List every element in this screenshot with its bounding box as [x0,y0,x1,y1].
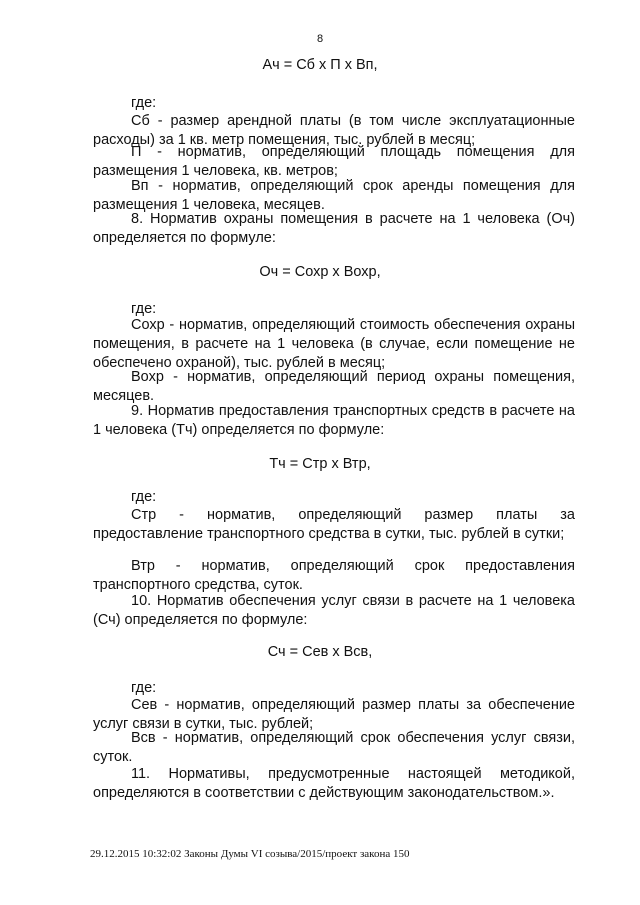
formula-och: Оч = Сохр х Вохр, [259,264,381,280]
definition-vsv: Всв - норматив, определяющий срок обеспечения услуг связи, суток. [93,730,575,765]
definition-vtr: Втр - норматив, определяющий срок предоставления транспортного средства, суток. [93,558,575,593]
formula-tch: Тч = Стр х Втр, [269,456,371,472]
definition-sb: Сб - размер арендной платы (в том числе эксплуатационные расходы) за 1 кв. метр помещения, тыс. рублей в месяц; [93,113,575,148]
definition-p: П - норматив, определяющий площадь помещения для размещения 1 человека, кв. метров; [93,144,575,179]
where-label: где: [131,95,157,111]
where-label: где: [131,489,157,505]
formula-ach: Ач = Сб х П х Вп, [262,57,378,73]
definition-vp: Вп - норматив, определяющий срок аренды помещения для размещения 1 человека, месяцев. [93,178,575,213]
definition-sev: Сев - норматив, определяющий размер платы за обеспечение услуг связи в сутки, тыс. рублей; [93,697,575,732]
definition-sohr: Сохр - норматив, определяющий стоимость обеспечения охраны помещения, в расчете на 1 человека (в случае, если помещение не обеспечено охраной), тыс. рублей в месяц; [93,317,575,371]
footer-path: 29.12.2015 10:32:02 Законы Думы VI созыва/2015/проект закона 150 [90,848,410,860]
item-10: 10. Норматив обеспечения услуг связи в расчете на 1 человека (Сч) определяется по формуле: [93,593,575,628]
item-8: 8. Норматив охраны помещения в расчете на 1 человека (Оч) определяется по формуле: [93,211,575,246]
where-label: где: [131,301,157,317]
page-number: 8 [316,33,324,45]
item-11: 11. Нормативы, предусмотренные настоящей методикой, определяются в соответствии с действующим законодательством.». [93,766,575,801]
definition-str: Стр - норматив, определяющий размер платы за предоставление транспортного средства в сутки, тыс. рублей в сутки; [93,507,575,542]
definition-vohr: Вохр - норматив, определяющий период охраны помещения, месяцев. [93,369,575,404]
formula-sch: Сч = Сев х Всв, [267,644,373,660]
where-label: где: [131,680,157,696]
item-9: 9. Норматив предоставления транспортных средств в расчете на 1 человека (Тч) определяется по формуле: [93,403,575,438]
